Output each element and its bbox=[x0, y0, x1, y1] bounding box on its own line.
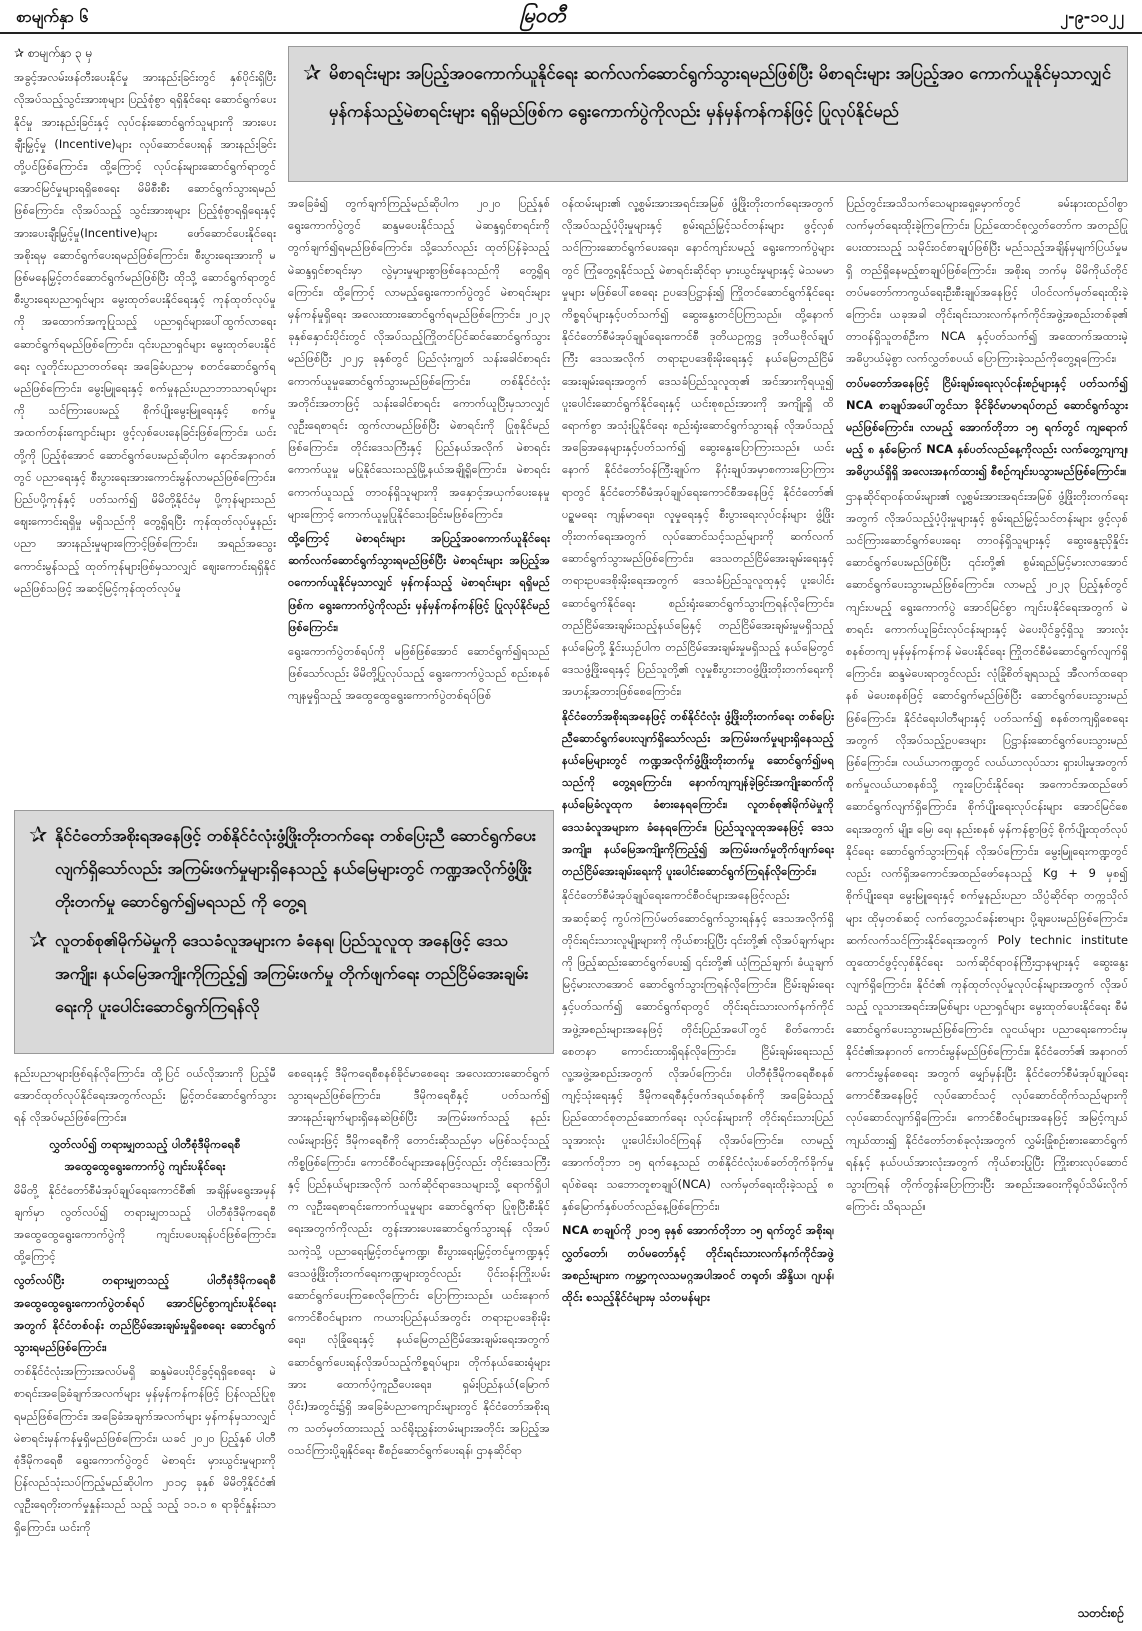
page-number: စာမျက်နှာ ၆ bbox=[16, 7, 89, 26]
page-header bbox=[0, 0, 1142, 34]
article-paragraph: မိမိတို့ နိုင်ငံတော်စီမံအုပ်ချုပ်ရေးကောင်စီ၏ အချိန်မရွေးအမှန်ချက်မှာ လွတ်လပ်၍ တရားမျှတသည့် ပါတီစုံဒီမိုကရေစီ အထွေထွေရွေးကောက်ပွဲကို ကျင်းပပေးရန်ပင်ဖြစ်ကြောင်း၊ ထို့ကြောင့် bbox=[14, 1182, 276, 1264]
article-paragraph: အခြေခံ၍ တွက်ချက်ကြည့်မည်ဆိုပါက ၂၀၂၀ ပြည့်နှစ် ရွေးကောက်ပွဲတွင် ဆန္ဒမပေးနိုင်သည့် မဲဆန္ဒရှင်စာရင်းကို တွက်ချက်၍ရမည်ဖြစ်ကြောင်း၊ သို့သော်လည်း ထုတ်ပြန်ခဲ့သည့် မဲဆန္ဒရှင်စာရင်းမှာ လွဲမှားမှုများစွာဖြစ်နေသည်ကို တွေ့ရှိရကြောင်း၊ ထို့ကြောင့် လာမည့်ရွေးကောက်ပွဲတွင် မဲစာရင်းများ မှန်ကန်မှုရှိရေး အလေးထားဆောင်ရွက်ရမည်ဖြစ်ကြောင်း၊ ၂၀၂၃ ခုနှစ်နှောင်းပိုင်းတွင် လိုအပ်သည့်ကြိုတင်ပြင်ဆင်ဆောင်ရွက်သွားမည်ဖြစ်ပြီး ၂၀၂၄ ခုနှစ်တွင် ပြည်လုံးကျွတ် သန်းခေါင်စာရင်းကောက်ယူမှုဆောင်ရွက်သွားမည်ဖြစ်ကြောင်း၊ တစ်နိုင်ငံလုံးအတိုင်းအတာဖြင့် သန်းခေါင်စာရင်း ကောက်ယူပြီးမှသာလျှင် လူဦးရေစာရင်း ထွက်လာမည်ဖြစ်ပြီး မဲစာရင်းကို ပြုစုနိုင်မည်ဖြစ်ကြောင်း၊ တိုင်းဒေသကြီးနှင့် ပြည်နယ်အလိုက် မဲစာရင်းကောက်ယူမှု မပြုနိုင်သေးသည့်မြို့နယ်အချို့ရှိကြောင်း၊ မဲစာရင်းကောက်ယူသည့် တာဝန်ရှိသူများကို အနှောင့်အယှက်ပေးနေမှုများကြောင့် ကောက်ယူမှုပြုနိုင်သေးခြင်းမဖြစ်ကြောင်း၊ bbox=[288, 196, 550, 521]
article-paragraph-bold: ထို့ကြောင့် မဲစာရင်းများ အပြည့်အဝကောက်ယူနိုင်ရေး ဆက်လက်ဆောင်ရွက်သွားရမည်ဖြစ်ပြီး မဲစာရင်းများ အပြည့်အဝကောက်ယူနိုင်မှသာလျှင် မှန်ကန်သည့် မဲစာရင်းများ ရရှိမည်ဖြစ်က ရွေးကောက်ပွဲကိုလည်း မှန်မှန်ကန်ကန်ဖြင့် ပြုလုပ်နိုင်မည်ဖြစ်ကြောင်း၊ bbox=[288, 531, 550, 634]
column-3 bbox=[562, 192, 834, 1622]
pullquote-top bbox=[288, 46, 1128, 182]
article-paragraph: နိုင်ငံတော်စီမံအုပ်ချုပ်ရေးကောင်စီဝင်များအနေဖြင့်လည်း အဆင့်ဆင့် ကွပ်ကဲကြပ်မတ်ဆောင်ရွက်သွားရန်နှင့် ဒေသအလိုက်ရှိ တိုင်းရင်းသားလူမျိုးများကို ကိုယ်စားပြုပြီး ၎င်းတို့၏ လိုအပ်ချက်များကို ဖြည့်ဆည်းဆောင်ရွက်ပေး၍ ၎င်းတို့၏ ယုံကြည်ချက်၊ ခံယူချက်မြင့်မားလာအောင် ဆောင်ရွက်သွားကြရန်လိုကြောင်း။ ငြိမ်းချမ်းရေးနှင့်ပတ်သက်၍ ဆောင်ရွက်ရာတွင် တိုင်းရင်းသားလက်နက်ကိုင် အဖွဲ့အစည်းများအနေဖြင့် တိုင်းပြည်အပေါ်တွင် စိတ်ကောင်းစေတနာ ကောင်းထားရှိရန်လိုကြောင်း၊ ငြိမ်းချမ်းရေးသည် လူ့အဖွဲ့အစည်းအတွက် လိုအပ်ကြောင်း၊ ပါတီစုံဒီမိုကရေစီစနစ်ကျင့်သုံးရေးနှင့် ဒီမိုကရေစီနှင့်ဖက်ဒရယ်စနစ်ကို အခြေခံသည့် ပြည်ထောင်စုတည်ဆောက်ရေး လုပ်ငန်းများကို တိုင်းရင်းသားပြည်သူအားလုံး ပူးပေါင်းပါဝင်ကြရန် လိုအပ်ကြောင်း။ လာမည့် အောက်တိုဘာ ၁၅ ရက်နေ့သည် တစ်နိုင်ငံလုံးပစ်ခတ်တိုက်ခိုက်မှုရပ်စဲရေး သဘောတူစာချုပ်(NCA) လက်မှတ်ရေးထိုးခဲ့သည့် ၈ နှစ်မြောက်နှစ်ပတ်လည်နေ့ဖြစ်ကြောင်း၊ bbox=[562, 888, 834, 1214]
star-icon: ✰ bbox=[303, 61, 322, 86]
article-paragraph: ဝန်ထမ်းများ၏ လူ့စွမ်းအားအရင်းအမြစ် ဖွံ့ဖြိုးတိုးတက်ရေးအတွက် လိုအပ်သည့်ပံ့ပိုးမှုများနှင့် စွမ်းရည်မြှင့်သင်တန်းများ ဖွင့်လှစ်သင်ကြားဆောင်ရွက်ပေးရေး၊ နောင်ကျင်းပမည့် ရွေးကောက်ပွဲများတွင် ကြုံတွေ့ရနိုင်သည့် မဲစာရင်းဆိုင်ရာ မှားယွင်းမှုများနှင့် မဲသမမာမှုများ မဖြစ်ပေါ်စေရေး ဥပဒေပြဋ္ဌာန်း၍ ကြိုတင်ဆောင်ရွက်နိုင်ရေး ကိစ္စရပ်များနှင့်ပတ်သက်၍ ဆွေးနွေးတင်ပြကြသည်။ ထို့နောက် နိုင်ငံတော်စီမံအုပ်ချုပ်ရေးကောင်စီ ဒုတိယဥက္ကဋ္ဌ ဒုတိယဗိုလ်ချုပ်ကြီး ဒေသအလိုက် တရားဥပဒေစိုးမိုးရေးနှင့် နယ်မြေတည်ငြိမ်အေးချမ်းရေးအတွက် ဒေသခံပြည်သူလူထု၏ အင်အားကိုရယူ၍ ပူးပေါင်းဆောင်ရွက်နိုင်ရေးနှင့် ယင်းစုစည်းအားကို အကျိုးရှိ ထိရောက်စွာ အသုံးပြုနိုင်ရေး စည်းရုံးဆောင်ရွက်သွားရန် လိုအပ်သည့် အခြေအနေများနှင့်ပတ်သက်၍ ဆွေးနွေးပြောကြားသည်။ ယင်းနောက် နိုင်ငံတော်ဝန်ကြီးချုပ်က နိဂုံးချုပ်အမှာစကားပြောကြားရာတွင် နိုင်ငံတော်စီမံအုပ်ချုပ်ရေးကောင်စီအနေဖြင့် နိုင်ငံတော်၏ ပဉ္စမရေး ကျန်မာရေး၊ လူမှုရေးနှင့် စီးပွားရေးလုပ်ငန်းများ ဖွံ့ဖြိုးတိုးတက်ရေးအတွက် လုပ်ဆောင်သင့်သည်များကို ဆက်လက်ဆောင်ရွက်သွားမည်ဖြစ်ကြောင်း၊ ဒေသတည်ငြိမ်အေးချမ်းရေးနှင့် တရားဥပဒေစိုးမိုးရေးအတွက် ဒေသခံပြည်သူလူထုနှင့် ပူးပေါင်းဆောင်ရွက်နိုင်ရေး စည်းရုံးဆောင်ရွက်သွားကြရန်လိုကြောင်း၊ တည်ငြိမ်အေးချမ်းသည့်နယ်မြေနှင့် တည်ငြိမ်အေးချမ်းမှုမရှိသည့်နယ်မြေတို့ နှိုင်းယှဉ်ပါက တည်ငြိမ်အေးချမ်းမှုမရှိသည့် နယ်မြေတွင် ဒေသဖွံ့ဖြိုးရေးနှင့် ပြည်သူတို့၏ လူမှုစီးပွားဘဝဖွံ့ဖြိုးတိုးတက်ရေးကို အဟန့်အတားဖြစ်စေကြောင်း၊ bbox=[562, 196, 834, 699]
pullquote-item bbox=[301, 55, 1115, 131]
article-paragraph: စေရေးနှင့် ဒီမိုကရေစီစနစ်ခိုင်မာစေရေး အလေးထားဆောင်ရွက်သွားရမည်ဖြစ်ကြောင်း၊ ဒီမိုကရေစီနှင့် ပတ်သက်၍ အားနည်းချက်များရှိနေဆဲဖြစ်ပြီး အကြမ်းဖက်သည့် နည်းလမ်းများဖြင့် ဒီမိုကရေစီကို တောင်းဆိုသည်မှာ မဖြစ်သင့်သည့်ကိစ္စဖြစ်ကြောင်း၊ ကောင်စီဝင်များအနေဖြင့်လည်း တိုင်းဒေသကြီးနှင့် ပြည်နယ်များအလိုက် သက်ဆိုင်ရာဒေသများသို့ ရောက်ရှိပါက လူဦးရေစာရင်းကောက်ယူမှုများ ဆောင်ရွက်ရာ ပြုစုပြီးစီးနိုင်ရေးအတွက်ကိုလည်း တွန်းအားပေးဆောင်ရွက်သွားရန် လိုအပ်သကဲ့သို့ ပညာရေးမြှင့်တင်မှုကဏ္ဍ၊ စီးပွားရေးမြှင့်တင်မှုကဏ္ဍနှင့် ဒေသဖွံ့ဖြိုးတိုးတက်ရေးကဏ္ဍများတွင်လည်း ပိုင်းဝန်းကြိုးပမ်း ဆောင်ရွက်ပေးကြစေလိုကြောင်း ပြောကြားသည်။ ယင်းနောက်ကောင်စီဝင်များက ကယားပြည်နယ်အတွင်း တရားဥပဒေစိုးမိုးရေး၊ လုံခြုံရေးနှင့် နယ်မြေတည်ငြိမ်အေးချမ်းရေးအတွက် ဆောင်ရွက်ပေးရန်လိုအပ်သည့်ကိစ္စရပ်များ၊ တိုက်နယ်ဆေးရုံများ အား ထောက်ပံ့ကူညီပေးရေး၊ ရှမ်းပြည်နယ်(မြောက်ပိုင်း)အတွင်း၌ရှိ အခြေခံပညာကျောင်းများတွင် နိုင်ငံတော်အစိုးရက သတ်မှတ်ထားသည့် သင်ရိုးညွှန်းတမ်းများအတိုင်း အပြည့်အဝသင်ကြားပို့ချနိုင်ရေး စီစဉ်ဆောင်ရွက်ပေးရန်၊ ဌာနဆိုင်ရာ bbox=[288, 1066, 550, 1458]
article-paragraph: ဌာနဆိုင်ရာဝန်ထမ်းများ၏ လူ့စွမ်းအားအရင်းအမြစ် ဖွံ့ဖြိုးတိုးတက်ရေးအတွက် လိုအပ်သည့်ပံ့ပိုးမှုများနှင့် စွမ်းရည်မြှင့်သင်တန်းများ ဖွင့်လှစ်သင်ကြားဆောင်ရွက်ပေးရေး တာဝန်ရှိသူများနှင့် ဆွေးနွေးညှိနှိုင်း ဆောင်ရွက်ပေးမည်ဖြစ်ပြီး ၎င်းတို့၏ စွမ်းရည်မြင့်မားလာအောင် ဆောင်ရွက်ပေးသွားမည်ဖြစ်ကြောင်း။ လာမည့် ၂၀၂၃ ပြည့်နှစ်တွင် ကျင်းပမည့် ရွေးကောက်ပွဲ အောင်မြင်စွာ ကျင်းပနိုင်ရေးအတွက် မဲစာရင်း ကောက်ယူခြင်းလုပ်ငန်းများနှင့် မဲပေးပိုင်ခွင့်ရှိသူ အားလုံး စနစ်တကျ မှန်မှန်ကန်ကန် မဲပေးနိုင်ရေး ကြိုတင်စီမံဆောင်ရွက်လျက်ရှိကြောင်း၊ ဆန္ဒမဲပေးရာတွင်လည်း လုံခြုံစိတ်ချရသည့် အီလက်ထရောနစ် မဲပေးစနစ်ဖြင့် ဆောင်ရွက်မည်ဖြစ်ပြီး ဆောင်ရွက်ပေးသွားမည်ဖြစ်ကြောင်း၊ နိုင်ငံရေးပါတီများနှင့် ပတ်သက်၍ စနစ်တကျရှိစေရေးအတွက် လိုအပ်သည့်ဥပဒေများ ပြဋ္ဌာန်းဆောင်ရွက်ပေးသွားမည် ဖြစ်ကြောင်း။ လယ်ယာကဏ္ဍတွင် လယ်ယာလုပ်သား ရှားပါးမှုအတွက် စက်မှုလယ်ယာစနစ်သို့ ကူးပြောင်းနိုင်ရေး အကောင်အထည်ဖော် ဆောင်ရွက်လျက်ရှိကြောင်း၊ စိုက်ပျိုးရေးလုပ်ငန်းများ အောင်မြင်စေရေးအတွက် မျိုး၊ မြေ၊ ရေ၊ နည်းစနစ် မှန်ကန်စွာဖြင့် စိုက်ပျိုးထုတ်လုပ်နိုင်ရေး ဆောင်ရွက်သွားကြရန် လိုအပ်ကြောင်း၊ မွေးမြူရေးကဏ္ဍတွင်လည်း လက်ရှိအကောင်အထည်ဖော်နေသည့် Kg + 9 မှစ၍ စိုက်ပျိုးရေး၊ မွေးမြူရေးနှင့် စက်မှုနည်းပညာ သိပ္ပံဆိုင်ရာ တက္ကသိုလ်များ ထိုမှတစ်ဆင့် လက်တွေ့သင်ခန်းစာများ ပို့ချပေးမည်ဖြစ်ကြောင်း၊ ဆက်လက်သင်ကြားနိုင်ရေးအတွက် Poly technic institute ထူထောင်ဖွင့်လှစ်နိုင်ရေး သက်ဆိုင်ရာဝန်ကြီးဌာနများနှင့် ဆွေးနွေးလျက်ရှိကြောင်း၊ နိုင်ငံ၏ ကုန်ထုတ်လုပ်မှုလုပ်ငန်းများအတွက် လိုအပ်သည့် လူသားအရင်းအမြစ်များ ပညာရှင်များ မွေးထုတ်ပေးနိုင်ရေး စီမံဆောင်ရွက်ပေးသွားမည်ဖြစ်ကြောင်း၊ လူငယ်များ ပညာရေးကောင်းမှ နိုင်ငံ၏အနာဂတ် ကောင်းမွန်မည်ဖြစ်ကြောင်း။ နိုင်ငံတော်၏ အနာဂတ်ကောင်းမွန်စေရေး အတွက် မျှော်မှန်းပြီး နိုင်ငံတော်စီမံအုပ်ချုပ်ရေးကောင်စီအနေဖြင့် လုပ်ဆောင်သင့် လုပ်ဆောင်ထိုက်သည်များကို လုပ်ဆောင်လျက်ရှိကြောင်း၊ ကောင်စီဝင်များအနေဖြင့် အမြင့်ကျယ်ကျယ်ထား၍ နိုင်ငံတော်တစ်ခုလုံးအတွက် လွှမ်းခြုံစဉ်းစားဆောင်ရွက်ရန်နှင့် နယ်ပယ်အားလုံးအတွက် ကိုယ်စားပြုပြီး ကြိုးစားလုပ်ဆောင်သွားကြရန် တိုက်တွန်းပြောကြားပြီး အစည်းအဝေးကိုရုပ်သိမ်းလိုက်ကြောင်း သိရသည်။ bbox=[846, 488, 1128, 1214]
article-paragraph-bold: နိုင်ငံတော်အစိုးရအနေဖြင့် တစ်နိုင်ငံလုံး ဖွံ့ဖြိုးတိုးတက်ရေး တစ်ပြေးညီဆောင်ရွက်ပေးလျက်ရှိသော်လည်း အကြမ်းဖက်မှုများရှိနေသည့် နယ်မြေများတွင် ကဏ္ဍအလိုက်ဖွံ့ဖြိုးတိုးတက်မှု ဆောင်ရွက်၍မရသည်ကို တွေ့ရကြောင်း၊ နောက်ကျကျန်ခဲ့ခြင်းအကျိုးဆက်ကို နယ်မြေခံလူထုက ခံစားနေရကြောင်း၊ လူတစ်စု၏မိုက်မဲမှုကို ဒေသခံလူအများက ခံနေရကြောင်း၊ ပြည်သူလူထုအနေဖြင့် ဒေသအကျိုး၊ နယ်မြေအကျိုးကိုကြည့်၍ အကြမ်းဖက်မှုတိုက်ဖျက်ရေး တည်ငြိမ်အေးချမ်းရေးကို ပူးပေါင်းဆောင်ရွက်ကြရန်လိုကြောင်း၊ bbox=[562, 708, 834, 879]
article-paragraph: နည်းပညာများဖြစ်ရန်လိုကြောင်း၊ ထို့ပြင် ဝယ်လိုအားကို ပြည့်မီအောင်ထုတ်လုပ်နိုင်ရေးအတွက်လည်း မြှင့်တင်ဆောင်ရွက်သွားရန် လိုအပ်မည်ဖြစ်ကြောင်း။ bbox=[14, 1066, 276, 1125]
pullquote-text: မိစာရင်းများ အပြည့်အဝကောက်ယူနိုင်ရေး ဆက်လက်ဆောင်ရွက်သွားရမည်ဖြစ်ပြီး မိစာရင်းများ အပြည့်အဝ ကောက်ယူနိုင်မှသာလျှင် မှန်ကန်သည့်မဲစာရင်းများ ရရှိမည်ဖြစ်က ရွေးကောက်ပွဲကိုလည်း မှန်မှန်ကန်ကန်ဖြင့် ပြုလုပ်နိုင်မည် bbox=[329, 64, 1112, 121]
star-icon: ✰ bbox=[29, 823, 48, 848]
pullquote-text: နိုင်ငံတော်အစိုးရအနေဖြင့် တစ်နိုင်ငံလုံးဖွံ့ဖြိုးတိုးတက်ရေး တစ်ပြေးညီ ဆောင်ရွက်ပေးလျက်ရှိသော်လည်း အကြမ်းဖက်မှုများရှိနေသည့် နယ်မြေများတွင် ကဏ္ဍအလိုက်ဖွံ့ဖြိုးတိုးတက်မှု ဆောင်ရွက်၍မရသည် ကို တွေ့ရ bbox=[55, 826, 536, 911]
article-paragraph-bold: တပ်မတော်အနေဖြင့် ငြိမ်းချမ်းရေးလုပ်ငန်းစဉ်များနှင့် ပတ်သက်၍ NCA စာချုပ်အပေါ်တွင်သာ ခိုင်ခိုင်မာမာရပ်တည် ဆောင်ရွက်သွားမည်ဖြစ်ကြောင်း၊ လာမည့် အောက်တိုဘာ ၁၅ ရက်တွင် ကျရောက်မည့် ၈ နှစ်မြောက် NCA နှစ်ပတ်လည်နေ့ကိုလည်း လက်တွေ့ကျကျ၊ အဓိပ္ပာယ်ရှိရှိ အလေးအနက်ထား၍ စီစဉ်ကျင်းပသွားမည်ဖြစ်ကြောင်း။ bbox=[846, 375, 1128, 479]
column-1-top bbox=[14, 42, 276, 807]
star-icon: ✰ bbox=[29, 928, 48, 953]
article-paragraph: တစ်နိုင်ငံလုံးအကြားအလပ်မရှိ ဆန္ဒမဲပေးပိုင်ခွင့်ရရှိစေရေး မဲစာရင်းအခြေခံချက်အလက်များ မှန်မှန်ကန်ကန်ဖြင့် ပြန်လည်ပြုစုရမည်ဖြစ်ကြောင်း၊ အခြေခံအချက်အလက်များ မှန်ကန်မှသာလျှင် မဲစာရင်းမှန်ကန်မှုရှိမည်ဖြစ်ကြောင်း၊ ယခင် ၂၀၂၀ ပြည့်နှစ် ပါတီစုံဒီမိုကရေစီ ရွေးကောက်ပွဲတွင် မဲစာရင်း မှားယွင်းမှုများကိုပြန်လည်သုံးသပ်ကြည့်မည်ဆိုပါက ၂၀၁၄ ခုနှစ် မိမိတို့နိုင်ငံ၏ လူဦးရေတိုးတက်မှုနှုန်းသည် သည့် သည့် ၁၁.၁ ၈ ရာခိုင်နှုန်းသာရှိကြောင်း၊ ယင်းကို bbox=[14, 1364, 276, 1534]
article-paragraph: အခွင့်အလမ်းဖန်တီးပေးနိုင်မှု အားနည်းခြင်းတွင် နှစ်ပိုင်းရှိပြီး လိုအပ်သည့်သွင်းအားစုများ ပြည့်စုံစွာ ရရှိနိုင်ရေး ဆောင်ရွက်ပေးနိုင်မှု အားနည်းခြင်းနှင့် လုပ်ငန်းဆောင်ရွက်သူများကို အားပေးချီးမြှင့်မှု (Incentive)များ လုပ်ဆောင်ပေးရန် အားနည်းခြင်း တို့ပင်ဖြစ်ကြောင်း၊ ထို့ကြောင့် လုပ်ငန်းများဆောင်ရွက်ရာတွင် အောင်မြင်မှုများရရှိစေရေး မိမိစီးစီး ဆောင်ရွက်သွားရမည်ဖြစ်ကြောင်း၊ လိုအပ်သည့် သွင်းအားစုများ ပြည့်စုံစွာရရှိရေးနှင့် အားပေးချီးမြှင့်မှု(Incentive)များ ဖော်ဆောင်ပေးနိုင်ရေး အစိုးရမှ ဆောင်ရွက်ပေးရမည်ဖြစ်ကြောင်း၊ စီးပွားရေးအားကို မဖြစ်မနေမြှင့်တင်ဆောင်ရွက်မည်ဖြစ်ပြီး ထိုသို့ ဆောင်ရွက်ရာတွင် စီးပွားရေးပညာရှင်များ မွေးထုတ်ပေးနိုင်ရေးနှင့် ကုန်ထုတ်လုပ်မှုကို အထောက်အကူပြုသည့် ပညာရှင်များပေါ်ထွက်လာရေး ဆောင်ရွက်ရမည်ဖြစ်ကြောင်း၊ ၎င်းပညာရှင်များ မွေးထုတ်ပေးနိုင်ရေး လူတိုင်းပညာတတ်ရေး အခြေခံပညာမှ စတင်ဆောင်ရွက်ရမည်ဖြစ်ကြောင်း၊ မွေးမြူရေးနှင့် စက်မှုနည်းပညာဘာသာရပ်များကို သင်ကြားပေးမည့် စိုက်ပျိုးမွေးမြူရေးနှင့် စက်မှုအထက်တန်းကျောင်းများ ဖွင့်လှစ်ပေးနေခြင်းဖြစ်ကြောင်း၊ ယင်းတို့ကို ပြည့်စုံအောင် ဆောင်ရွက်ပေးမည်ဆိုပါက နောင်အနာဂတ်တွင် ပညာရေးနှင့် စီးပွားရေးအားကောင်းမွန်လာမည်ဖြစ်ကြောင်း။ ပြည်ပပို့ကုန်နှင့် ပတ်သက်၍ မိမိတို့နိုင်ငံမှ ပို့ကုန်များသည် ဈေးကောင်းရရှိမှု မရှိသည်ကို တွေ့ရှိရပြီး ကုန်ထုတ်လုပ်မှုနည်းပညာ အားနည်းမှုများကြောင့်ဖြစ်ကြောင်း၊ အရည်အသွေးကောင်းမွန်သည့် ထုတ်ကုန်များဖြစ်မှသာလျှင် ဈေးကောင်းရရှိနိုင်မည်ဖြစ်သဖြင့် အဆင့်မြင့်ကုန်ထုတ်လုပ်မှု bbox=[14, 70, 276, 595]
article-paragraph-bold: NCA စာချုပ်ကို ၂၀၁၅ ခုနှစ် အောက်တိုဘာ ၁၅ ရက်တွင် အစိုးရ၊ လွှတ်တော်၊ တပ်မတော်နှင့် တိုင်းရင်းသားလက်နက်ကိုင်အဖွဲ့ အစည်းများက ကမ္ဘာ့ကုလသမဂ္ဂအပါအဝင် တရုတ်၊ အိန္ဒိယ၊ ဂျပန်၊ ထိုင်း စသည့်နိုင်ငံများမှ သံတမန်များ bbox=[562, 1223, 834, 1304]
newspaper-masthead: မြဝတီ bbox=[520, 3, 566, 27]
column-1-bottom bbox=[14, 1062, 276, 1622]
column-4 bbox=[846, 192, 1128, 1600]
column-2-bottom bbox=[288, 1062, 550, 1622]
article-paragraph: ပြည်တွင်းအသိသက်သေများရှေ့မှောက်တွင် ခမ်းနားထည်ဝါစွာ လက်မှတ်ရေးထိုးခဲ့ကြကြောင်း၊ ပြည်ထောင်စုလွှတ်တော်က အတည်ပြုပေးထားသည့် သမိုင်းဝင်စာချုပ်ဖြစ်ပြီး မည်သည့်အချိန်မှမျက်ပြယ်မှုမရှိ တည်ရှိနေမည့်စာချုပ်ဖြစ်ကြောင်း၊ အစိုးရ ဘက်မှ မိမိကိုယ်တိုင် တပ်မတော်ကာကွယ်ရေးဦးစီးချုပ်အနေဖြင့် ပါဝင်လက်မှတ်ရေးထိုးခဲ့ကြောင်း၊ ယခုအခါ တိုင်းရင်းသားလက်နက်ကိုင်အဖွဲ့အစည်းတစ်ခု၏ တာဝန်ရှိသူတစ်ဦးက NCA နှင့်ပတ်သက်၍ အထောက်အထားမဲ့အဓိပ္ပာယ်မဲ့စွာ လက်လွှတ်စပယ် ပြောကြားခဲ့သည်ကိုတွေ့ရကြောင်း၊ bbox=[846, 196, 1128, 366]
continued-from-label: ✰ စာမျက်နှာ ၃ မှ bbox=[14, 46, 93, 60]
article-paragraph-bold: လွတ်လပ်ပြီး တရားမျှတသည့် ပါတီစုံဒီမိုကရေစီ အထွေထွေရွေးကောက်ပွဲတစ်ရပ် အောင်မြင်စွာကျင်းပနိုင်ရေးအတွက် နိုင်ငံတစ်ဝန်း တည်ငြိမ်အေးချမ်းမှုရှိစေရေး ဆောင်ရွက်သွားရမည်ဖြစ်ကြောင်း၊ bbox=[14, 1273, 276, 1355]
column-2-top bbox=[288, 192, 550, 804]
pullquote-item bbox=[27, 924, 541, 1023]
pullquote-middle bbox=[14, 810, 554, 1054]
pullquote-text: လူတစ်စု၏မိုက်မဲမှုကို ဒေသခံလူအများက ခံနေရ၊ ပြည်သူလူထု အနေဖြင့် ဒေသအကျိုး၊ နယ်မြေအကျိုးကိုကြည့်၍ အကြမ်းဖက်မှု တိုက်ဖျက်ရေး တည်ငြိမ်အေးချမ်းရေးကို ပူးပေါင်းဆောင်ရွက်ကြရန်လို bbox=[55, 931, 529, 1016]
article-paragraph: ရွေးကောက်ပွဲတစ်ရပ်ကို မဖြစ်ဖြစ်အောင် ဆောင်ရွက်၍ရသည်ဖြစ်သော်လည်း မိမိတို့ပြုလုပ်သည့် ရွေးကောက်ပွဲသည် စည်းစနစ်ကျနမှုရှိသည့် အထွေထွေရွေးကောက်ပွဲတစ်ရပ်ဖြစ် bbox=[288, 644, 550, 703]
issue-date: ၂-၉-၁၀၂၂ bbox=[1060, 7, 1124, 26]
byline-signature: သတင်းစဉ် bbox=[1077, 1606, 1124, 1620]
section-subheading: လွှတ်လပ်၍ တရားမျှတသည့် ပါတီစုံဒီမိုကရေစီ အထွေထွေရွေးကောက်ပွဲ ကျင်းပနိုင်ရေး bbox=[49, 1136, 241, 1173]
pullquote-item bbox=[27, 819, 541, 918]
